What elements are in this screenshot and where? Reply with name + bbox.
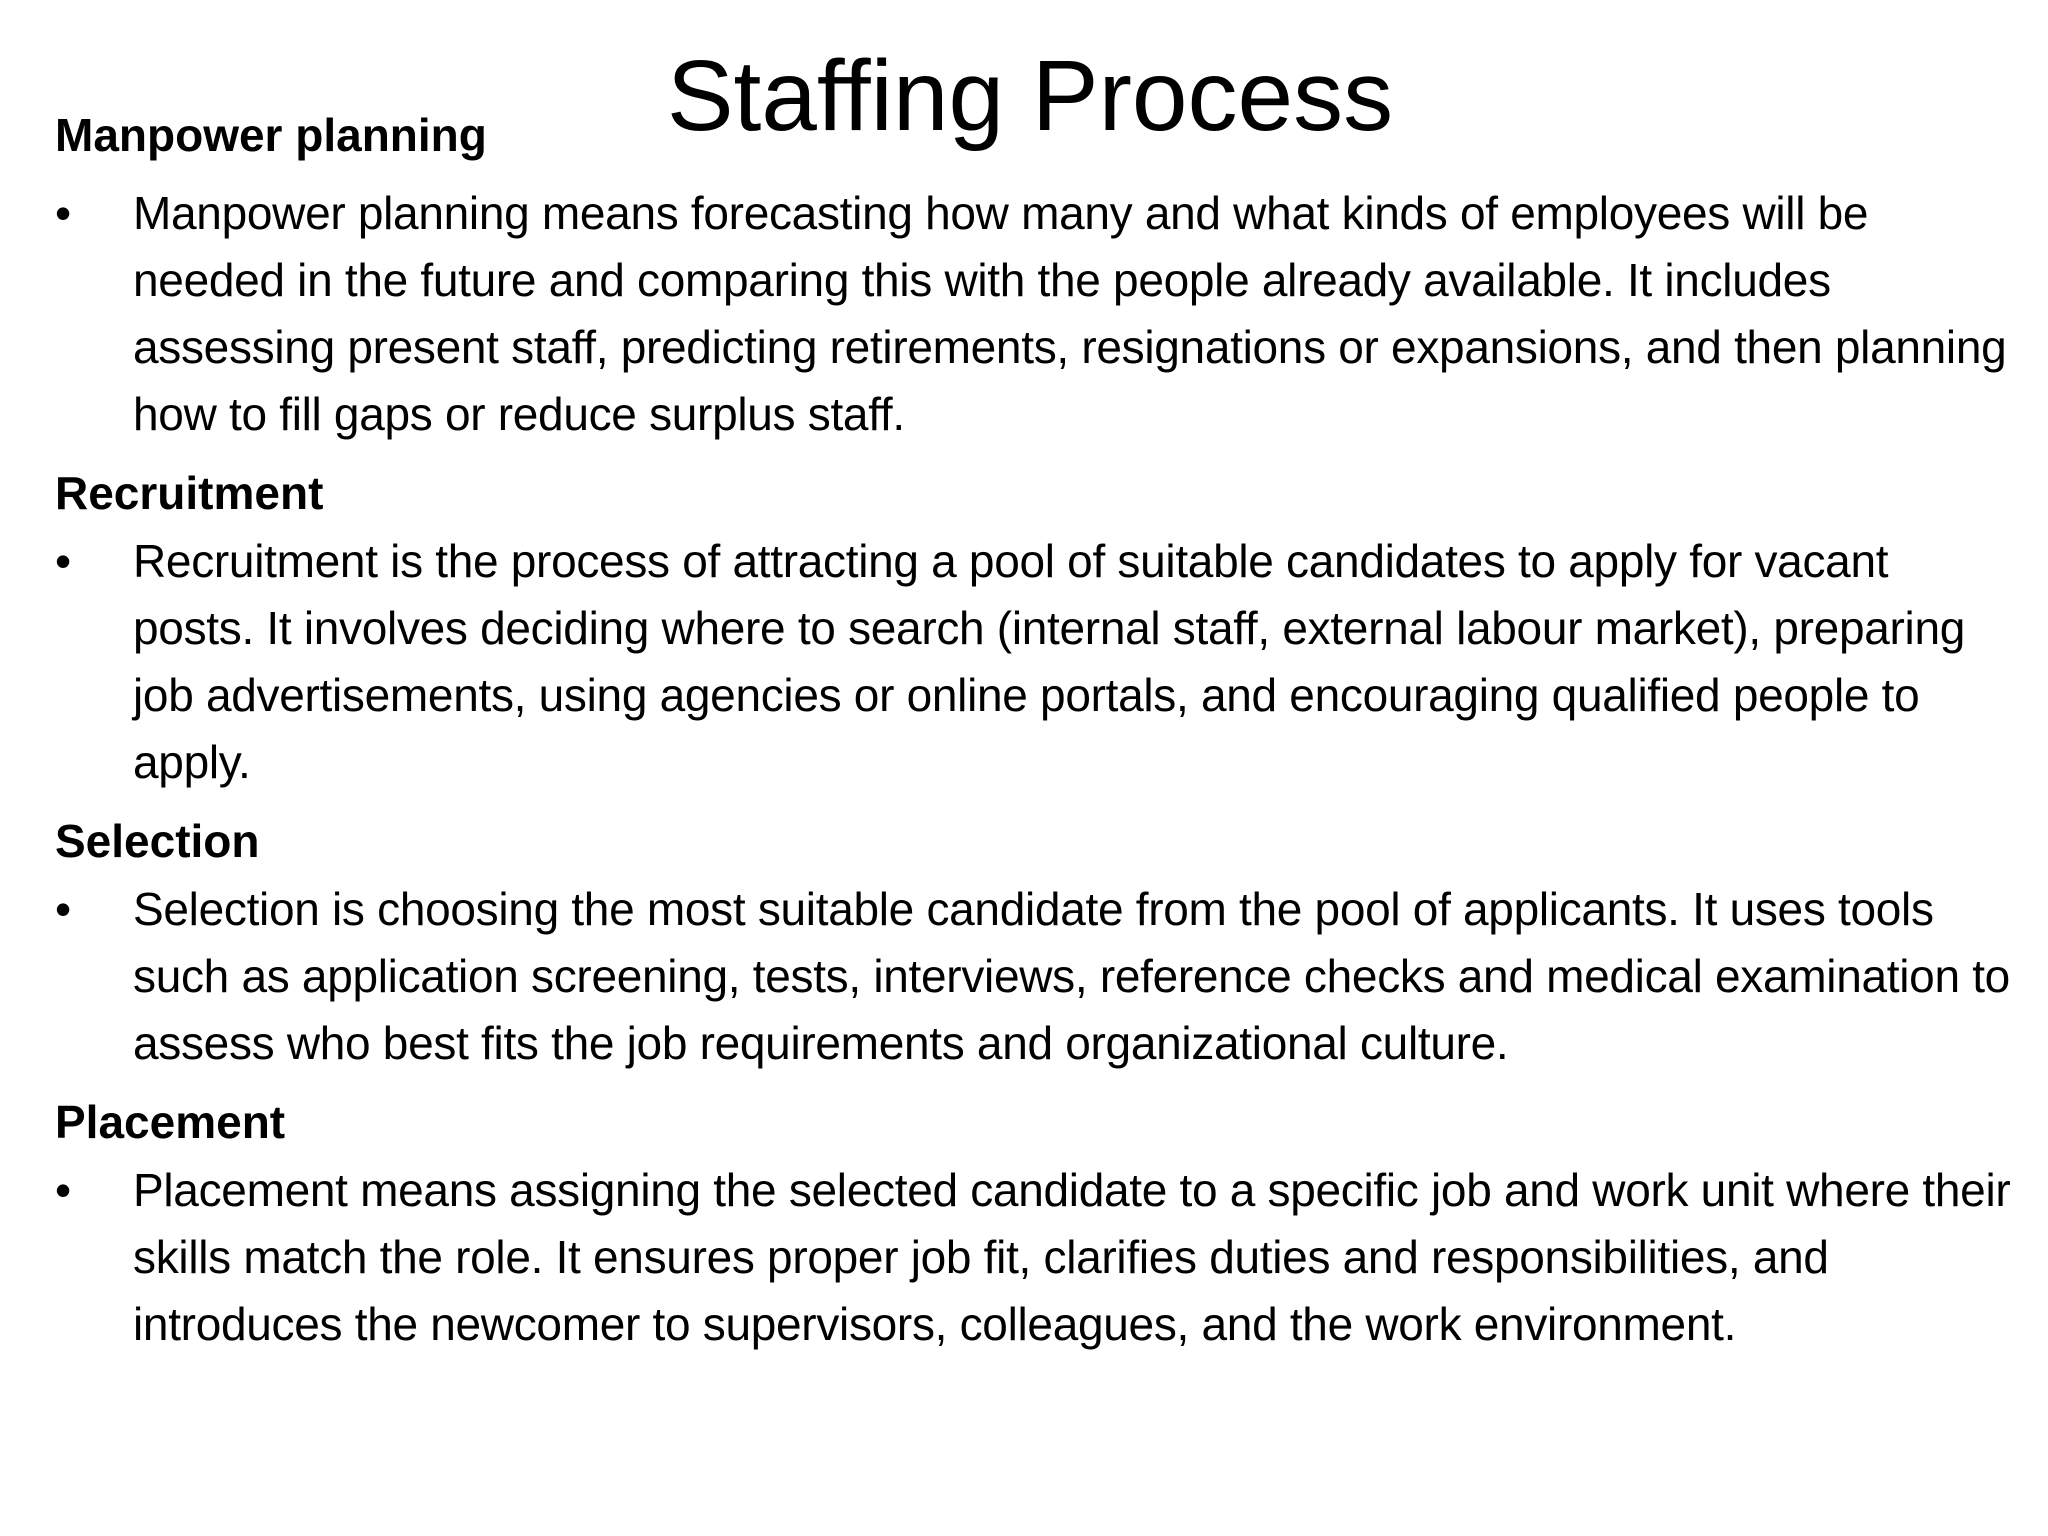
bullet-icon: •: [55, 535, 72, 587]
bullet-text: Selection is choosing the most suitable candidate from the pool of applicants. It uses tools such as application screening, tests, interviews, reference checks and medical examination to assess who best fits the job requirements and organizational culture.: [133, 883, 2010, 1069]
section-placement: [55, 1091, 2015, 1358]
section-manpower-planning: [55, 104, 2015, 448]
section-heading: Manpower planning: [55, 109, 487, 161]
slide-content: [55, 104, 2015, 1372]
bullet-item: [55, 1157, 2015, 1358]
bullet-item: [55, 180, 2015, 448]
bullet-icon: •: [55, 187, 72, 239]
bullet-icon: •: [55, 883, 72, 935]
section-heading: Placement: [55, 1096, 286, 1148]
bullet-item: [55, 528, 2015, 796]
bullet-icon: •: [55, 1164, 72, 1216]
section-heading: Selection: [55, 815, 260, 867]
section-selection: [55, 810, 2015, 1077]
slide-title: Staffing Process: [666, 40, 1394, 152]
bullet-item: [55, 876, 2015, 1077]
bullet-text: Manpower planning means forecasting how many and what kinds of employees will be needed in the future and comparing this with the people already available. It includes assessing present staff, predicting retirements, resignations or expansions, and then planning how to fill gaps or reduce surplus staff.: [133, 187, 2007, 440]
section-heading: Recruitment: [55, 467, 324, 519]
bullet-text: Placement means assigning the selected candidate to a specific job and work unit where their skills match the role. It ensures proper job fit, clarifies duties and responsibilities, and introduces the newcomer to supervisors, colleagues, and the work environment.: [133, 1164, 2011, 1350]
bullet-text: Recruitment is the process of attracting a pool of suitable candidates to apply for vacant posts. It involves deciding where to search (internal staff, external labour market), preparing job advertisements, using agencies or online portals, and encouraging qualified people to apply.: [133, 535, 1966, 788]
section-recruitment: [55, 462, 2015, 796]
